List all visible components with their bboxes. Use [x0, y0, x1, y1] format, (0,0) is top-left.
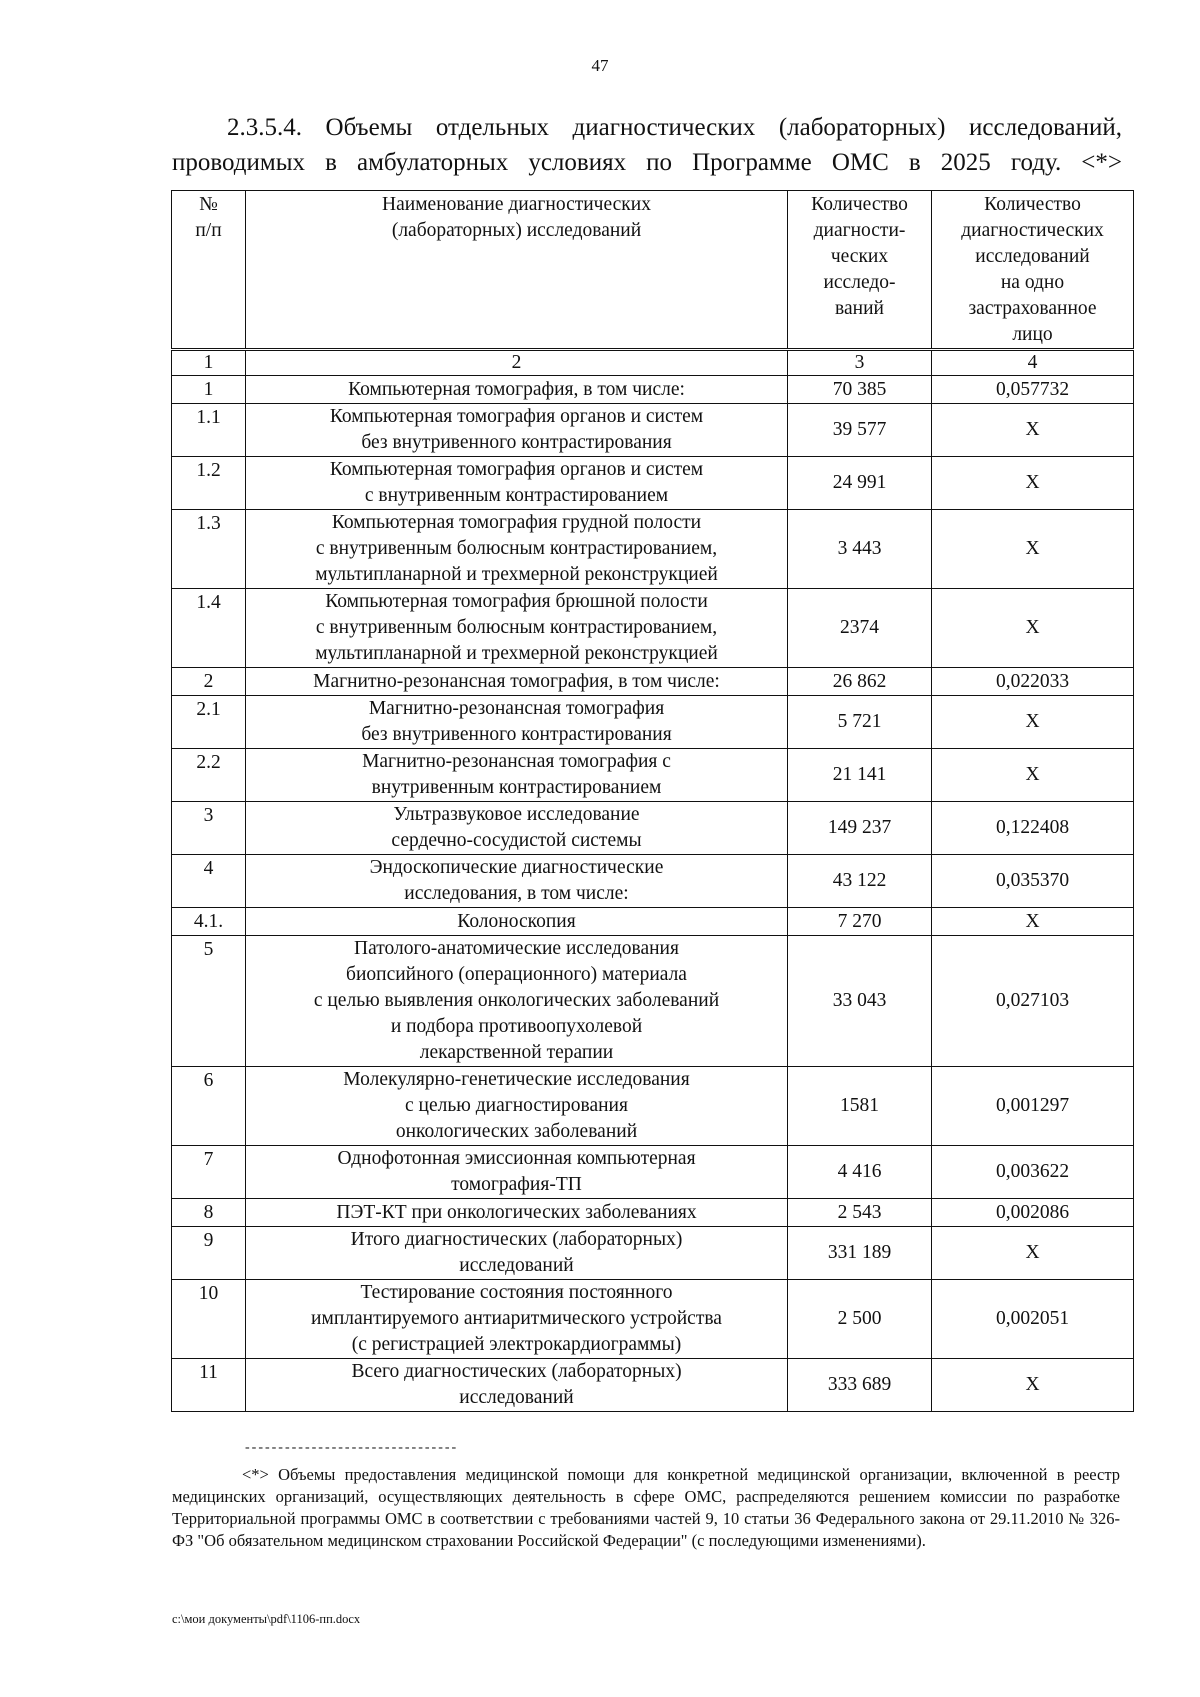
table-row	[172, 696, 1134, 749]
table-row	[172, 749, 1134, 802]
row-per-person: 0,057732	[932, 376, 1134, 404]
header-count: Количество диагности- ческих исследо- ваний	[788, 191, 932, 350]
row-per-person: 0,001297	[932, 1067, 1134, 1146]
table-row	[172, 589, 1134, 668]
row-per-person: 0,122408	[932, 802, 1134, 855]
row-name: Тестирование состояния постоянного имплантируемого антиаритмического устройства (с регистрацией электрокардиограммы)	[246, 1280, 788, 1359]
row-number: 9	[172, 1227, 246, 1280]
table-row	[172, 457, 1134, 510]
row-per-person: Х	[932, 749, 1134, 802]
table-row	[172, 1359, 1134, 1412]
row-name: Компьютерная томография брюшной полости с внутривенным болюсным контрастированием, мультипланарной и трехмерной реконструкцией	[246, 589, 788, 668]
row-count: 331 189	[788, 1227, 932, 1280]
row-number: 2.2	[172, 749, 246, 802]
row-per-person: Х	[932, 1359, 1134, 1412]
row-count: 149 237	[788, 802, 932, 855]
table-row	[172, 510, 1134, 589]
table-row	[172, 1067, 1134, 1146]
column-index: 4	[932, 350, 1134, 376]
table-row	[172, 1227, 1134, 1280]
row-per-person: 0,003622	[932, 1146, 1134, 1199]
row-per-person: Х	[932, 908, 1134, 936]
row-count: 43 122	[788, 855, 932, 908]
row-per-person: Х	[932, 1227, 1134, 1280]
row-name: Эндоскопические диагностические исследования, в том числе:	[246, 855, 788, 908]
row-name: Компьютерная томография, в том числе:	[246, 376, 788, 404]
row-per-person: 0,022033	[932, 668, 1134, 696]
table-row	[172, 936, 1134, 1067]
row-name: Итого диагностических (лабораторных) исследований	[246, 1227, 788, 1280]
table-row	[172, 908, 1134, 936]
volumes-table-container	[171, 190, 1133, 1412]
row-name: Патолого-анатомические исследования биопсийного (операционного) материала с целью выявления онкологических заболеваний и подбора противоопухолевой лекарственной терапии	[246, 936, 788, 1067]
row-name: Компьютерная томография органов и систем с внутривенным контрастированием	[246, 457, 788, 510]
row-number: 6	[172, 1067, 246, 1146]
row-count: 3 443	[788, 510, 932, 589]
row-number: 8	[172, 1199, 246, 1227]
column-index-row	[172, 350, 1134, 376]
row-number: 1.1	[172, 404, 246, 457]
row-count: 2374	[788, 589, 932, 668]
section-heading: 2.3.5.4. Объемы отдельных диагностических (лабораторных) исследований, проводимых в амбулаторных условиях по Программе ОМС в 2025 году. <*>	[172, 114, 1122, 176]
row-name: Всего диагностических (лабораторных) исследований	[246, 1359, 788, 1412]
row-per-person: Х	[932, 589, 1134, 668]
row-per-person: Х	[932, 457, 1134, 510]
row-name: Компьютерная томография грудной полости с внутривенным болюсным контрастированием, мультипланарной и трехмерной реконструкцией	[246, 510, 788, 589]
header-name: Наименование диагностических (лабораторных) исследований	[246, 191, 788, 350]
table-row	[172, 802, 1134, 855]
table-row	[172, 1280, 1134, 1359]
row-count: 33 043	[788, 936, 932, 1067]
row-name: Магнитно-резонансная томография, в том числе:	[246, 668, 788, 696]
row-number: 2.1	[172, 696, 246, 749]
table-row	[172, 668, 1134, 696]
row-per-person: Х	[932, 696, 1134, 749]
row-per-person: Х	[932, 404, 1134, 457]
row-name: Магнитно-резонансная томография с внутривенным контрастированием	[246, 749, 788, 802]
row-count: 70 385	[788, 376, 932, 404]
diagnostic-volumes-table	[171, 190, 1134, 1412]
row-number: 1.3	[172, 510, 246, 589]
table-row	[172, 1199, 1134, 1227]
row-count: 21 141	[788, 749, 932, 802]
row-count: 24 991	[788, 457, 932, 510]
table-row	[172, 376, 1134, 404]
row-number: 5	[172, 936, 246, 1067]
table-body	[172, 350, 1134, 1412]
row-count: 26 862	[788, 668, 932, 696]
table-row	[172, 404, 1134, 457]
row-number: 11	[172, 1359, 246, 1412]
row-count: 2 500	[788, 1280, 932, 1359]
row-name: Компьютерная томография органов и систем без внутривенного контрастирования	[246, 404, 788, 457]
row-count: 39 577	[788, 404, 932, 457]
row-per-person: 0,002086	[932, 1199, 1134, 1227]
row-number: 2	[172, 668, 246, 696]
row-count: 1581	[788, 1067, 932, 1146]
footnote-separator: --------------------------------	[245, 1440, 459, 1455]
row-number: 3	[172, 802, 246, 855]
row-number: 10	[172, 1280, 246, 1359]
row-count: 2 543	[788, 1199, 932, 1227]
row-per-person: Х	[932, 510, 1134, 589]
row-name: Однофотонная эмиссионная компьютерная томография-ТП	[246, 1146, 788, 1199]
row-count: 333 689	[788, 1359, 932, 1412]
page-number: 47	[591, 56, 609, 75]
header-num: № п/п	[172, 191, 246, 350]
row-name: Ультразвуковое исследование сердечно-сосудистой системы	[246, 802, 788, 855]
row-number: 7	[172, 1146, 246, 1199]
table-header-row	[172, 191, 1134, 350]
row-per-person: 0,027103	[932, 936, 1134, 1067]
row-count: 7 270	[788, 908, 932, 936]
row-number: 1.4	[172, 589, 246, 668]
row-name: Молекулярно-генетические исследования с целью диагностирования онкологических заболеваний	[246, 1067, 788, 1146]
row-per-person: 0,002051	[932, 1280, 1134, 1359]
table-row	[172, 1146, 1134, 1199]
row-number: 4.1.	[172, 908, 246, 936]
footnote-text: <*> Объемы предоставления медицинской помощи для конкретной медицинской организации, включенной в реестр медицинских организаций, осуществляющих деятельность в сфере ОМС, распределяются решением комиссии по разработке Территориальной программы ОМС в соответствии с требованиями частей 9, 10 статьи 36 Федерального закона от 29.11.2010 № 326-ФЗ "Об обязательном медицинском страховании Российской Федерации" (с последующими изменениями).	[172, 1465, 1120, 1550]
table-row	[172, 855, 1134, 908]
header-per-person: Количество диагностических исследований на одно застрахованное лицо	[932, 191, 1134, 350]
row-count: 5 721	[788, 696, 932, 749]
row-name: Колоноскопия	[246, 908, 788, 936]
row-number: 4	[172, 855, 246, 908]
row-per-person: 0,035370	[932, 855, 1134, 908]
column-index: 2	[246, 350, 788, 376]
column-index: 1	[172, 350, 246, 376]
row-number: 1.2	[172, 457, 246, 510]
row-name: ПЭТ-КТ при онкологических заболеваниях	[246, 1199, 788, 1227]
row-name: Магнитно-резонансная томография без внутривенного контрастирования	[246, 696, 788, 749]
file-path: c:\мои документы\pdf\1106-пп.docx	[172, 1612, 361, 1626]
row-number: 1	[172, 376, 246, 404]
column-index: 3	[788, 350, 932, 376]
row-count: 4 416	[788, 1146, 932, 1199]
